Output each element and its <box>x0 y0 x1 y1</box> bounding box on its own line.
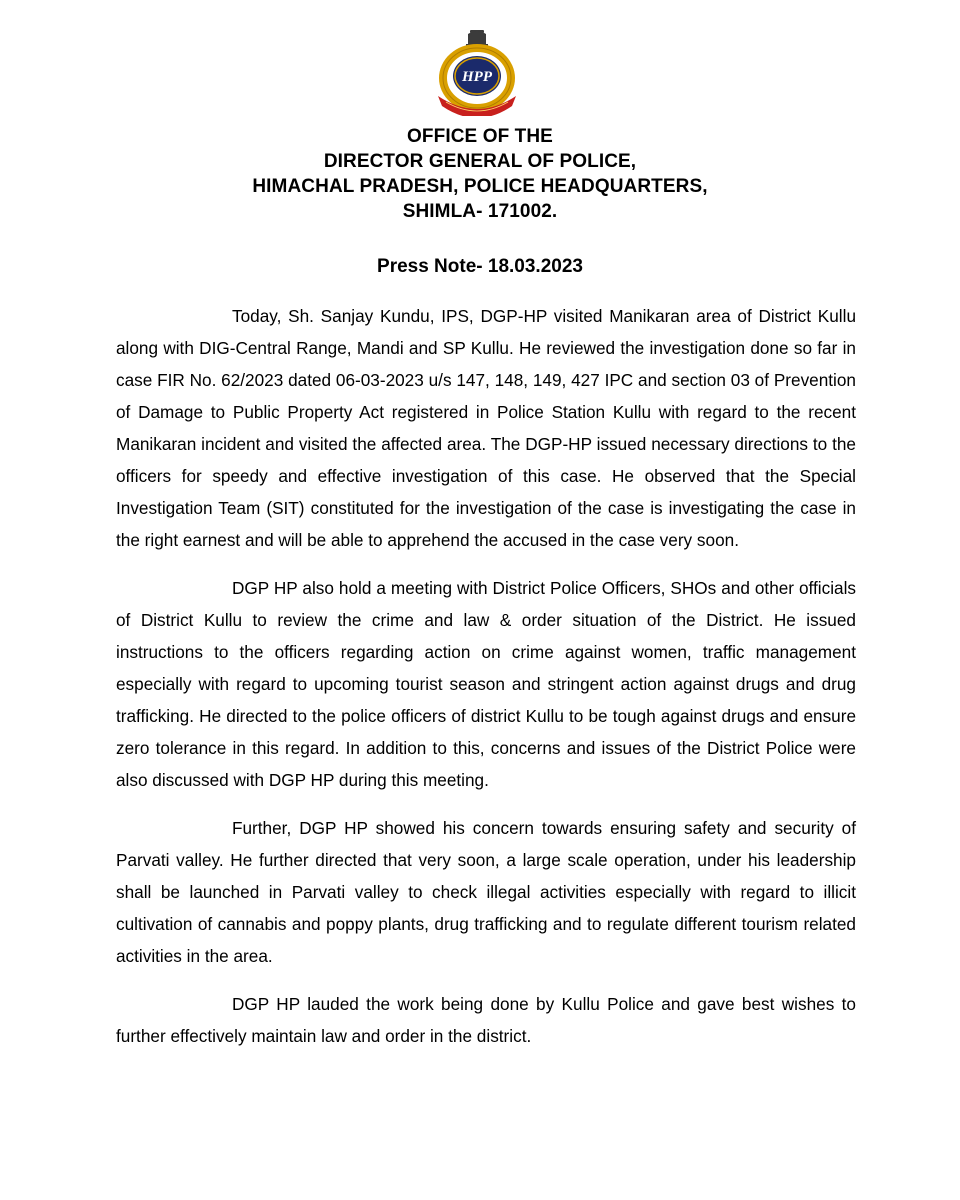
hpp-police-emblem-icon <box>432 26 522 116</box>
body-paragraph-1: Today, Sh. Sanjay Kundu, IPS, DGP-HP visited Manikaran area of District Kullu along with DIG-Central Range, Mandi and SP Kullu. He reviewed the investigation done so far in case FIR No. 62/2023 dated 06-03-2023 u/s 147, 148, 149, 427 IPC and section 03 of Prevention of Damage to Public Property Act registered in Police Station Kullu with regard to the recent Manikaran incident and visited the affected area. The DGP-HP issued necessary directions to the officers for speedy and effective investigation of this case. He observed that the Special Investigation Team (SIT) constituted for the investigation of the case is investigating the case in the right earnest and will be able to apprehend the accused in the case very soon. <box>116 306 856 550</box>
body-paragraph-2: DGP HP also hold a meeting with District Police Officers, SHOs and other officials of District Kullu to review the crime and law & order situation of the District. He issued instructions to the officers regarding action on crime against women, traffic management especially with regard to upcoming tourist season and stringent action against drugs and drug trafficking. He directed to the police officers of district Kullu to be tough against drugs and ensure zero tolerance in this regard. In addition to this, concerns and issues of the District Police were also discussed with DGP HP during this meeting. <box>116 578 856 790</box>
press-note-title: Press Note- 18.03.2023 <box>377 256 583 277</box>
press-note-body <box>116 300 856 1068</box>
office-header <box>0 124 960 224</box>
svg-text:HPP: HPP <box>462 69 492 85</box>
header-line-2: DIRECTOR GENERAL OF POLICE, <box>323 151 637 172</box>
header-line-4: SHIMLA- 171002. <box>402 201 558 222</box>
body-paragraph-4: DGP HP lauded the work being done by Kullu Police and gave best wishes to further effectively maintain law and order in the district. <box>116 994 856 1046</box>
body-paragraph-3: Further, DGP HP showed his concern towards ensuring safety and security of Parvati valley. He further directed that very soon, a large scale operation, under his leadership shall be launched in Parvati valley to check illegal activities especially with regard to illicit cultivation of cannabis and poppy plants, drug trafficking and to regulate different tourism related activities in the area. <box>116 818 856 966</box>
header-line-3: HIMACHAL PRADESH, POLICE HEADQUARTERS, <box>252 176 708 197</box>
header-line-1: OFFICE OF THE <box>407 126 553 147</box>
